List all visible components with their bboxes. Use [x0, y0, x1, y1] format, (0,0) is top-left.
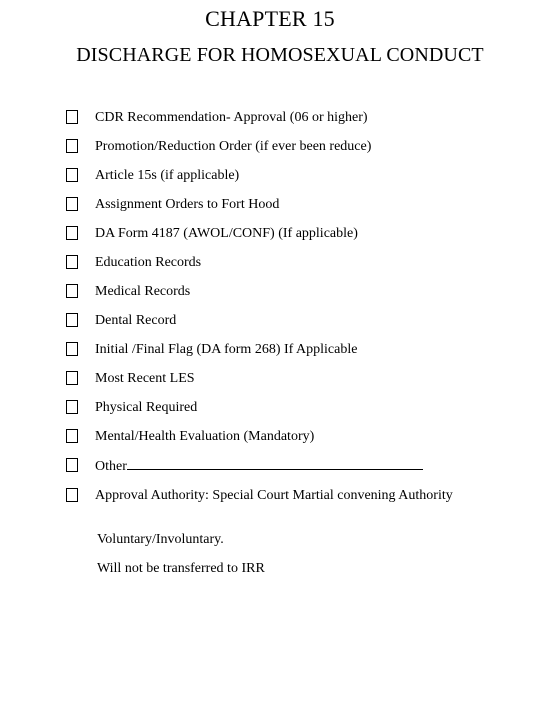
checkbox[interactable] [66, 429, 78, 443]
checklist-item-label: Medical Records [95, 284, 191, 299]
checkbox[interactable] [66, 458, 78, 472]
checklist-item-label: Mental/Health Evaluation (Mandatory) [95, 429, 315, 444]
checklist [66, 108, 486, 515]
checklist-item-label: Most Recent LES [95, 371, 195, 386]
checklist-item-da-form-4187 [66, 224, 486, 244]
other-fill-in-line[interactable] [127, 456, 423, 470]
checkbox[interactable] [66, 139, 78, 153]
note-voluntary-involuntary: Voluntary/Involuntary. [97, 532, 224, 547]
page-subtitle: DISCHARGE FOR HOMOSEXUAL CONDUCT [76, 44, 484, 66]
checklist-item-label: Promotion/Reduction Order (if ever been reduce) [95, 139, 372, 154]
checklist-item-most-recent-les [66, 369, 486, 389]
checklist-item-label: Dental Record [95, 313, 177, 328]
checkbox[interactable] [66, 313, 78, 327]
checklist-item-label: CDR Recommendation- Approval (06 or higher) [95, 110, 368, 125]
checklist-item-label: Article 15s (if applicable) [95, 168, 240, 183]
checkbox[interactable] [66, 255, 78, 269]
checklist-item-label: Approval Authority: Special Court Martial convening Authority [95, 488, 453, 503]
checklist-item-mental-health-evaluation [66, 427, 486, 447]
checkbox[interactable] [66, 197, 78, 211]
checkbox[interactable] [66, 168, 78, 182]
checklist-item-label: Physical Required [95, 400, 198, 415]
checklist-item-medical-records [66, 282, 486, 302]
checkbox[interactable] [66, 342, 78, 356]
checklist-item-other [66, 456, 486, 477]
checklist-item-label: Other [95, 459, 127, 474]
note-irr-transfer: Will not be transferred to IRR [97, 561, 265, 576]
checklist-item-label: Assignment Orders to Fort Hood [95, 197, 280, 212]
checklist-item-approval-authority [66, 486, 486, 506]
checklist-item-education-records [66, 253, 486, 273]
checkbox[interactable] [66, 371, 78, 385]
checklist-item-cdr-recommendation [66, 108, 486, 128]
page-title: CHAPTER 15 [205, 6, 335, 31]
checklist-item-flag [66, 340, 486, 360]
notes [97, 530, 265, 588]
checklist-item-promotion-reduction [66, 137, 486, 157]
checklist-item-other-wrapper [95, 456, 486, 477]
checklist-item-physical-required [66, 398, 486, 418]
checkbox[interactable] [66, 488, 78, 502]
checklist-item-label: DA Form 4187 (AWOL/CONF) (If applicable) [95, 226, 358, 241]
checkbox[interactable] [66, 226, 78, 240]
checkbox[interactable] [66, 284, 78, 298]
checkbox[interactable] [66, 110, 78, 124]
checklist-item-label: Education Records [95, 255, 202, 270]
checklist-item-dental-record [66, 311, 486, 331]
checkbox[interactable] [66, 400, 78, 414]
checklist-item-article-15s [66, 166, 486, 186]
checklist-item-label: Initial /Final Flag (DA form 268) If Applicable [95, 342, 358, 357]
checklist-item-assignment-orders [66, 195, 486, 215]
